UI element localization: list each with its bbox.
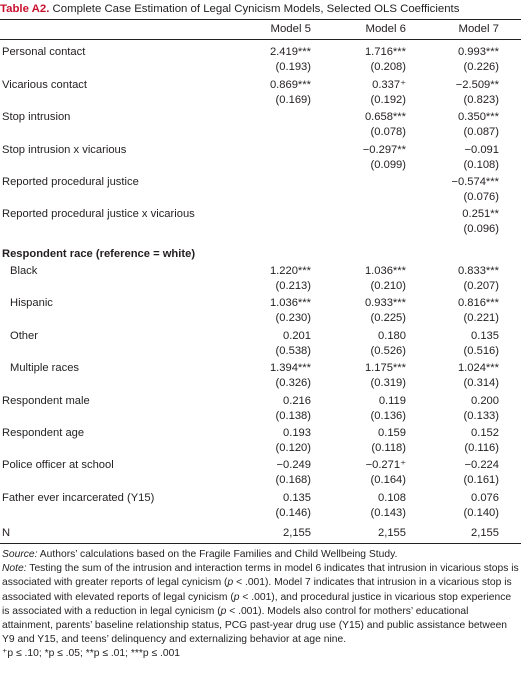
- se-model-7: (0.314): [463, 377, 499, 389]
- se-model-5: (0.213): [275, 280, 311, 292]
- se-model-7: (0.207): [463, 280, 499, 292]
- se-model-6: (0.143): [370, 507, 406, 519]
- coef-model-7: 0.816***: [457, 297, 499, 309]
- se-model-5: (0.168): [275, 474, 311, 486]
- se-model-7: (0.516): [463, 345, 499, 357]
- note-text: < .001). Model 7 indicates that intrusion in a vicarious stop is associated with elevated reports of legal cynicism (: [2, 577, 512, 603]
- row-label: Respondent male: [2, 395, 90, 407]
- coef-model-6: 1.036***: [364, 265, 406, 277]
- note-text: Testing the sum of the intrusion and interaction terms in model 6 indicates that intrusion in vicarious stops is associated with greater reports of legal cynicism (: [2, 563, 519, 589]
- note-text: < .001), and procedural justice in vicarious stop experience is associated with a reduction in legal cynicism (: [2, 591, 512, 617]
- coef-model-5: 0.216: [283, 395, 311, 407]
- se-model-5: (0.538): [275, 345, 311, 357]
- row-label: Vicarious contact: [2, 79, 87, 91]
- coef-model-6: 1.175***: [364, 362, 406, 374]
- note-text: < .001). Models also control for mothers’ educational attainment, parents’ baseline relationship status, PCG past-year drug use (Y15) and public assistance between Y9 and Y15, and teens’ delinquency and externalizing behavior at age nine.: [2, 605, 508, 646]
- top-rule: [0, 19, 521, 20]
- coef-model-5: 1.220***: [269, 265, 311, 277]
- row-label: Father ever incarcerated (Y15): [2, 492, 155, 504]
- se-model-7: (0.221): [463, 312, 499, 324]
- row-label: Hispanic: [10, 297, 53, 309]
- coef-model-6: 0.159: [378, 427, 406, 439]
- row-label: Reported procedural justice: [2, 176, 139, 188]
- coef-model-5: 1.394***: [269, 362, 311, 374]
- race-section-heading: Respondent race (reference = white): [2, 248, 196, 260]
- n-model-5: 2,155: [283, 527, 311, 539]
- se-model-7: (0.226): [463, 61, 499, 73]
- se-model-6: (0.164): [370, 474, 406, 486]
- se-model-6: (0.192): [370, 94, 406, 106]
- table-caption: [0, 0, 521, 19]
- coef-model-6: 1.716***: [364, 46, 406, 58]
- se-model-5: (0.146): [275, 507, 311, 519]
- coef-model-7: 0.993***: [457, 46, 499, 58]
- coef-model-7: 0.076: [471, 492, 499, 504]
- coef-model-7: −0.224: [464, 459, 499, 471]
- coef-model-7: −0.574***: [451, 176, 499, 188]
- se-model-5: (0.230): [275, 312, 311, 324]
- significance-note: ⁺p ≤ .10; *p ≤ .05; **p ≤ .01; ***p ≤ .001: [2, 648, 181, 660]
- coef-model-7: 0.350***: [457, 111, 499, 123]
- se-model-7: (0.161): [463, 474, 499, 486]
- row-label: N: [2, 527, 11, 539]
- table-label: Table A2.: [0, 3, 50, 15]
- row-label: Respondent age: [2, 427, 85, 439]
- note-label: Note:: [2, 563, 27, 575]
- row-label: Personal contact: [2, 46, 86, 58]
- coef-model-6: 0.108: [378, 492, 406, 504]
- coef-model-5: 0.869***: [269, 79, 311, 91]
- coef-model-6: 0.119: [378, 395, 406, 407]
- row-label: Reported procedural justice x vicarious: [2, 208, 195, 220]
- coef-model-6: 0.933***: [364, 297, 406, 309]
- coef-model-7: −0.091: [464, 144, 499, 156]
- table-notes: [2, 548, 521, 662]
- se-model-6: (0.078): [370, 126, 406, 138]
- coef-model-5: 0.201: [283, 330, 311, 342]
- se-model-5: (0.169): [275, 94, 311, 106]
- se-model-6: (0.099): [370, 159, 406, 171]
- header-rule: [0, 39, 521, 40]
- n-model-7: 2,155: [471, 527, 499, 539]
- se-model-7: (0.076): [463, 191, 499, 203]
- coef-model-7: −2.509**: [455, 79, 499, 91]
- se-model-5: (0.193): [275, 61, 311, 73]
- se-model-6: (0.210): [370, 280, 406, 292]
- n-model-6: 2,155: [378, 527, 406, 539]
- coef-model-7: 0.833***: [457, 265, 499, 277]
- se-model-6: (0.136): [370, 410, 406, 422]
- row-label: Other: [10, 330, 38, 342]
- se-model-6: (0.118): [371, 442, 406, 454]
- coef-model-7: 0.251**: [462, 208, 499, 220]
- row-label: Black: [10, 265, 38, 277]
- source-note: [2, 548, 521, 562]
- coef-model-6: 0.337⁺: [372, 79, 406, 91]
- se-model-5: (0.326): [275, 377, 311, 389]
- se-model-6: (0.319): [370, 377, 406, 389]
- se-model-6: (0.225): [370, 312, 406, 324]
- row-label: Stop intrusion x vicarious: [2, 144, 127, 156]
- coef-model-5: 0.135: [283, 492, 311, 504]
- source-text: Authors’ calculations based on the Fragile Families and Child Wellbeing Study.: [37, 549, 398, 560]
- coef-model-5: −0.249: [276, 459, 311, 471]
- se-model-7: (0.087): [463, 126, 499, 138]
- se-model-7: (0.140): [463, 507, 499, 519]
- coef-model-7: 0.152: [471, 427, 499, 439]
- coef-model-7: 0.200: [471, 395, 499, 407]
- se-model-6: (0.526): [370, 345, 406, 357]
- p-symbol: p: [220, 605, 227, 617]
- coef-model-6: −0.297**: [362, 144, 406, 156]
- column-header-model-6: Model 6: [365, 23, 406, 35]
- column-header-model-7: Model 7: [458, 23, 499, 35]
- bottom-rule: [0, 543, 521, 544]
- p-symbol: p: [233, 591, 240, 603]
- coef-model-6: 0.658***: [364, 111, 406, 123]
- coef-model-6: 0.180: [378, 330, 406, 342]
- se-model-7: (0.823): [463, 94, 499, 106]
- se-model-7: (0.108): [463, 159, 499, 171]
- se-model-5: (0.138): [275, 410, 311, 422]
- se-model-7: (0.133): [463, 410, 499, 422]
- column-header-model-5: Model 5: [270, 23, 311, 35]
- table-title: Complete Case Estimation of Legal Cynicism Models, Selected OLS Coefficients: [49, 3, 460, 15]
- coef-model-5: 2.419***: [269, 46, 311, 58]
- se-model-7: (0.096): [463, 223, 499, 235]
- row-label: Stop intrusion: [2, 111, 71, 123]
- coef-model-5: 0.193: [283, 427, 311, 439]
- coef-model-7: 0.135: [471, 330, 499, 342]
- se-model-5: (0.120): [275, 442, 311, 454]
- se-model-7: (0.116): [464, 442, 499, 454]
- row-label: Police officer at school: [2, 459, 114, 471]
- general-note: [2, 562, 521, 647]
- se-model-6: (0.208): [370, 61, 406, 73]
- coef-model-5: 1.036***: [269, 297, 311, 309]
- row-label: Multiple races: [10, 362, 80, 374]
- p-symbol: p: [227, 577, 234, 589]
- coef-model-6: −0.271⁺: [365, 459, 406, 471]
- coef-model-7: 1.024***: [457, 362, 499, 374]
- source-label: Source:: [2, 549, 38, 560]
